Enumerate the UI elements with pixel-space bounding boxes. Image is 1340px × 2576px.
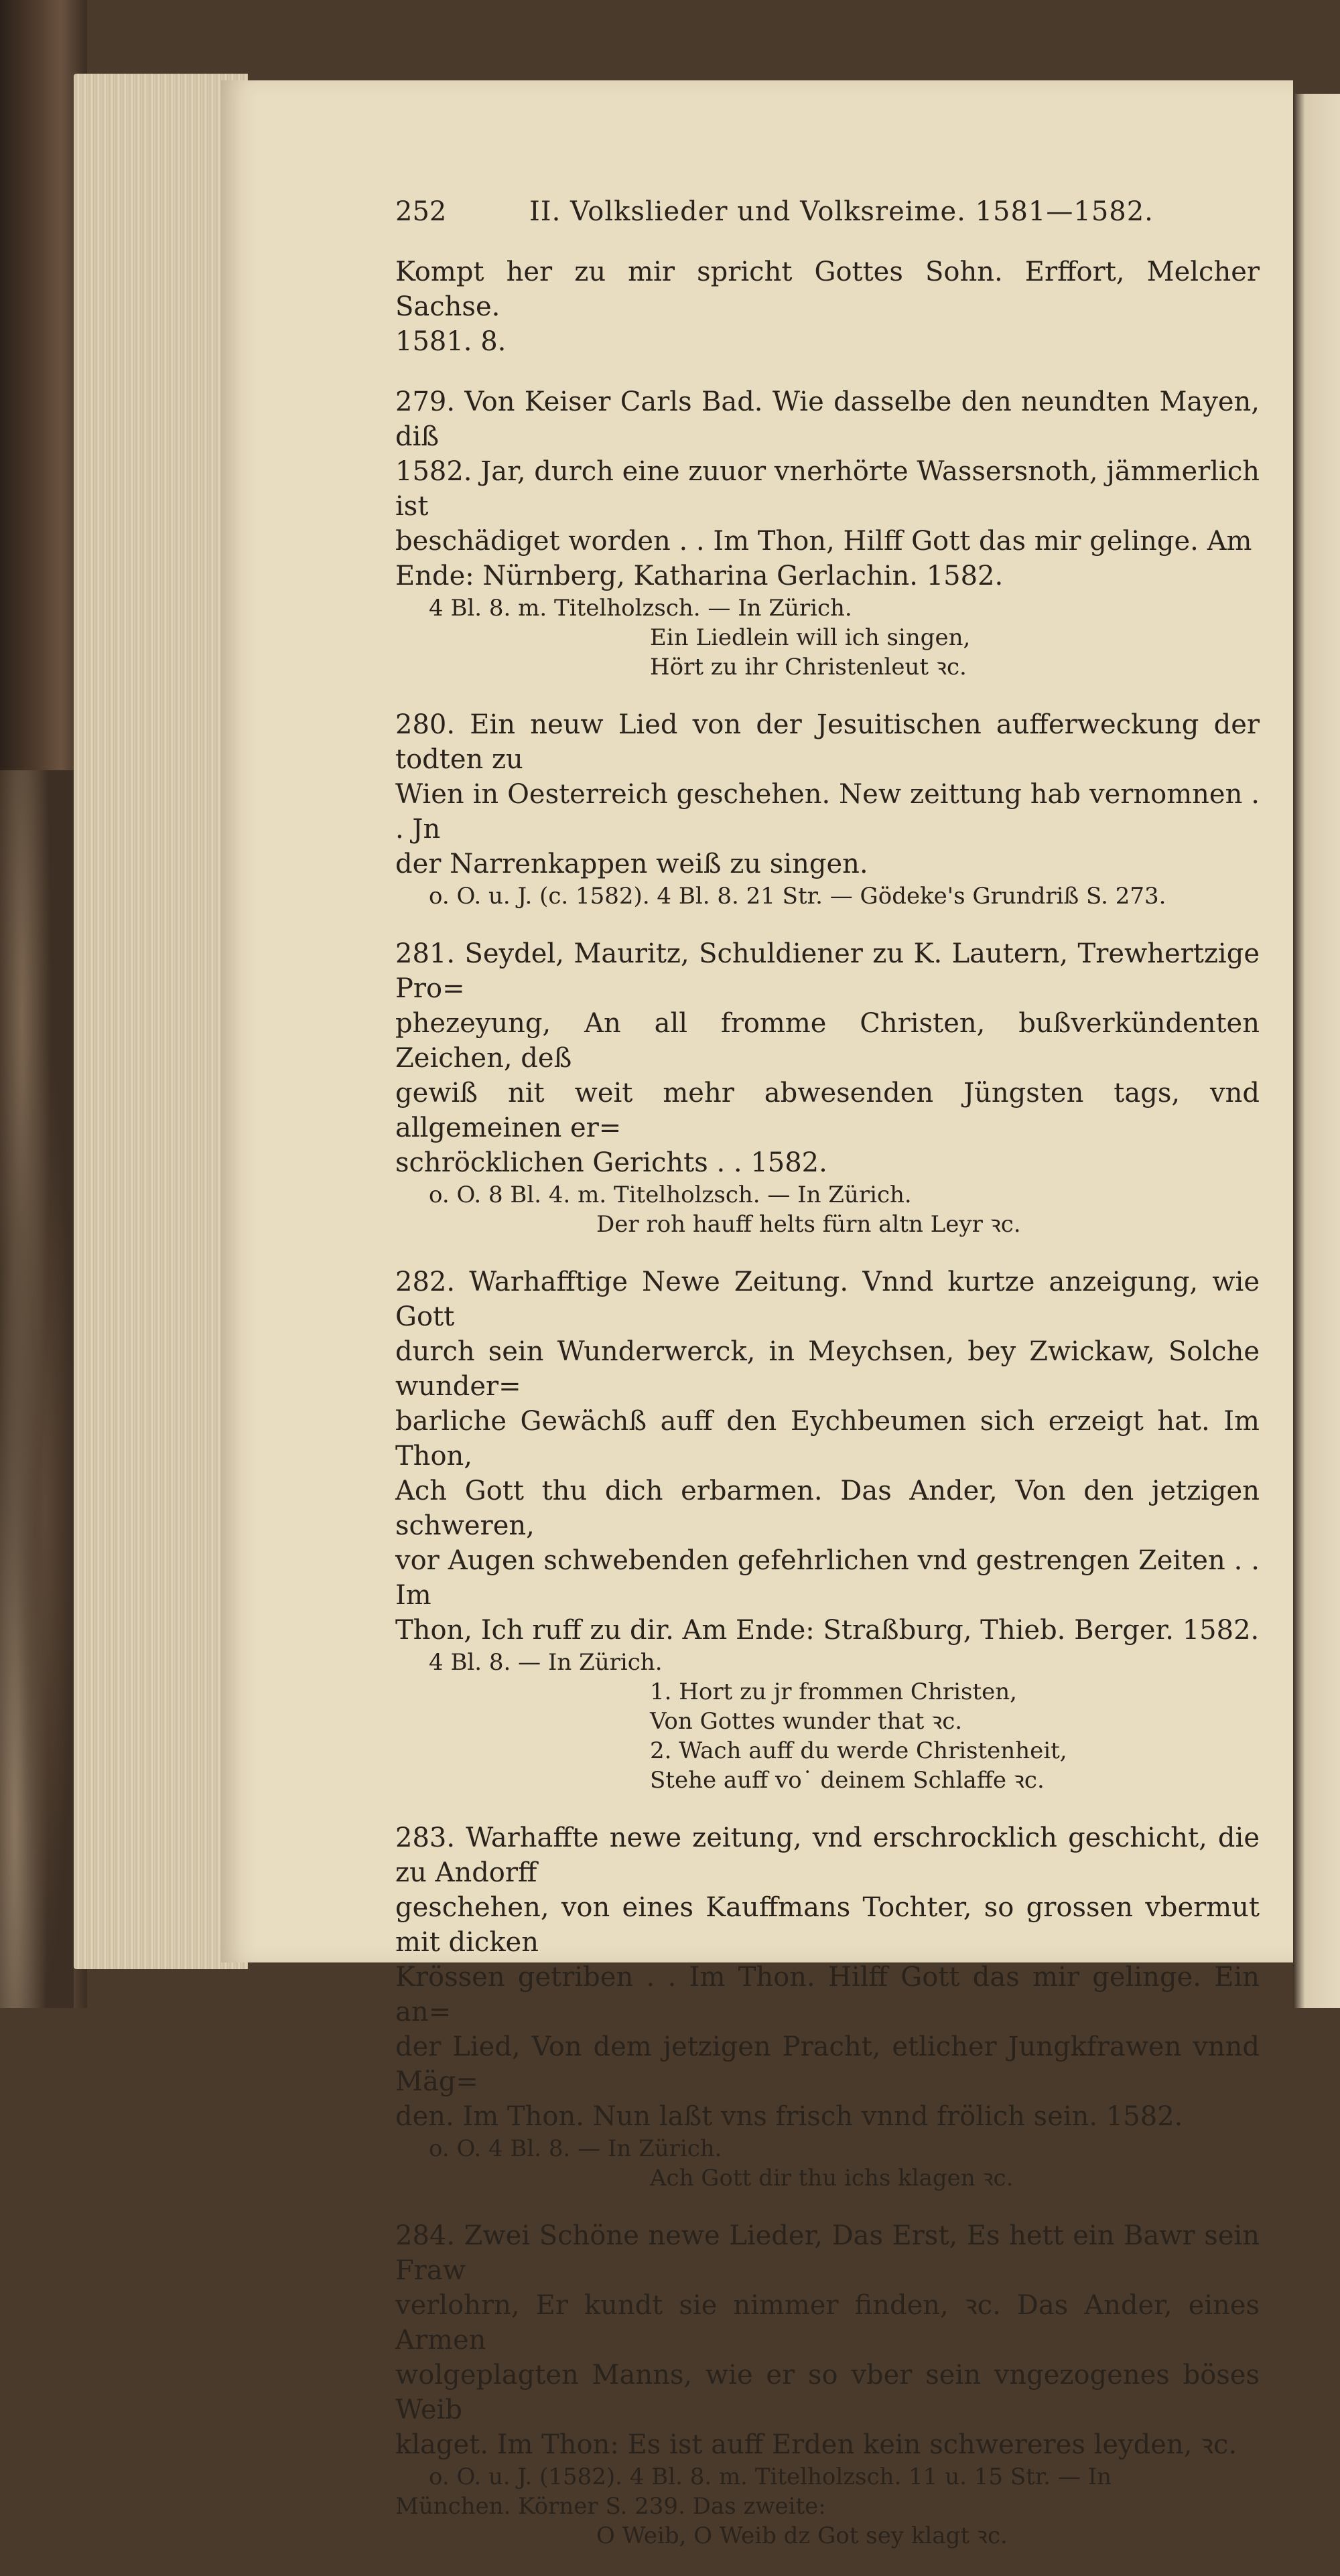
text-line: 280. Ein neuw Lied von der Jesuitischen aufferweckung der todten zu: [395, 709, 1260, 775]
text-line: 284. Zwei Schöne newe Lieder, Das Erst, Es hett ein Bawr sein Fraw: [395, 2220, 1260, 2286]
text-line: durch sein Wunderwerck, in Meychsen, bey Zwickaw, Solche wunder=: [395, 1336, 1260, 1402]
text-line: gewiß nit weit mehr abwesenden Jüngsten tags, vnd allgemeinen er=: [395, 1078, 1260, 1143]
bibliographic-note: München. Körner S. 239. Das zweite:: [395, 2493, 826, 2520]
text-line: verlohrn, Er kundt sie nimmer finden, ꝛc. Das Ander, eines Armen: [395, 2290, 1260, 2356]
text-line: Krössen getriben . . Im Thon. Hilff Gott das mir gelinge. Ein an=: [395, 1962, 1260, 2027]
bibliographic-note: o. O. u. J. (1582). 4 Bl. 8. m. Titelholzsch. 11 u. 15 Str. — In: [429, 2463, 1112, 2490]
text-line: barliche Gewächß auff den Eychbeumen sich erzeigt hat. Im Thon,: [395, 1406, 1260, 1472]
running-title: II. Volkslieder und Volksreime. 1581—1582.: [529, 196, 1154, 227]
text-line: vor Augen schwebenden gefehrlichen vnd gestrengen Zeiten . . Im: [395, 1545, 1260, 1611]
next-page-edge: [1293, 94, 1340, 2008]
incipit-line: Ach Gott dir thu ichs klagen ꝛc.: [650, 2165, 1014, 2192]
text-line: Ende: Nürnberg, Katharina Gerlachin. 1582.: [395, 561, 1004, 591]
entry-282: [395, 1265, 1260, 1795]
incipit-line: Hört zu ihr Christenleut ꝛc.: [650, 654, 967, 681]
entry-continuation: [395, 255, 1260, 359]
text-line: 1581. 8.: [395, 326, 507, 357]
incipit-line: 1. Hort zu jr frommen Christen,: [650, 1678, 1017, 1705]
incipit-line: Der roh hauff helts fürn altn Leyr ꝛc.: [596, 1211, 1021, 1238]
text-line: Thon, Ich ruff zu dir. Am Ende: Straßburg, Thieb. Berger. 1582.: [395, 1615, 1260, 1646]
entry-279: [395, 384, 1260, 682]
text-line: 282. Warhafftige Newe Zeitung. Vnnd kurtze anzeigung, wie Gott: [395, 1267, 1260, 1332]
incipit-line: Ein Liedlein will ich singen,: [650, 624, 971, 651]
text-line: 281. Seydel, Mauritz, Schuldiener zu K. Lautern, Trewhertzige Pro=: [395, 938, 1260, 1004]
page-content: [395, 194, 1260, 2576]
bibliographic-note: o. O. 4 Bl. 8. — In Zürich.: [429, 2135, 722, 2162]
page-number: 252: [395, 196, 447, 227]
text-line: beschädiget worden . . Im Thon, Hilff Gott das mir gelinge. Am: [395, 526, 1252, 557]
bibliographic-note: o. O. 8 Bl. 4. m. Titelholzsch. — In Zürich.: [429, 1182, 912, 1208]
text-line: schröcklichen Gerichts . . 1582.: [395, 1147, 827, 1178]
bibliographic-note: o. O. u. J. (c. 1582). 4 Bl. 8. 21 Str. — Gödeke's Grundriß S. 273.: [429, 883, 1166, 910]
text-line: der Narrenkappen weiß zu singen.: [395, 849, 868, 879]
text-line: Kompt her zu mir spricht Gottes Sohn. Erffort, Melcher Sachse.: [395, 257, 1260, 322]
bibliographic-note: 4 Bl. 8. m. Titelholzsch. — In Zürich.: [429, 595, 852, 622]
text-line: klaget. Im Thon: Es ist auff Erden kein schwereres leyden, ꝛc.: [395, 2429, 1237, 2460]
text-line: den. Im Thon. Nun laßt vns frisch vnnd frölich sein. 1582.: [395, 2101, 1183, 2132]
text-line: 1582. Jar, durch eine zuuor vnerhörte Wassersnoth, jämmerlich ist: [395, 456, 1260, 522]
text-line: der Lied, Von dem jetzigen Pracht, etlicher Jungkfrawen vnnd Mäg=: [395, 2031, 1260, 2097]
text-line: 279. Von Keiser Carls Bad. Wie dasselbe den neundten Mayen, diß: [395, 386, 1260, 452]
entry-284: [395, 2218, 1260, 2551]
incipit-line: O Weib, O Weib dz Got sey klagt ꝛc.: [596, 2522, 1008, 2549]
incipit-line: 2. Wach auff du werde Christenheit,: [650, 1737, 1067, 1764]
text-line: Wien in Oesterreich geschehen. New zeittung hab vernomnen . . Jn: [395, 779, 1260, 845]
incipit-line: Stehe auff vo˙ deinem Schlaffe ꝛc.: [650, 1767, 1045, 1794]
incipit-line: Von Gottes wunder that ꝛc.: [650, 1708, 963, 1735]
entry-280: [395, 707, 1260, 911]
running-header: [395, 194, 1260, 229]
bibliographic-note: 4 Bl. 8. — In Zürich.: [429, 1649, 663, 1676]
text-line: phezeyung, An all fromme Christen, bußverkündenten Zeichen, deß: [395, 1008, 1260, 1074]
entry-283: [395, 1820, 1260, 2193]
text-line: 283. Warhaffte newe zeitung, vnd erschrocklich geschicht, die zu Andorff: [395, 1822, 1260, 1888]
text-line: geschehen, von eines Kauffmans Tochter, so grossen vbermut mit dicken: [395, 1892, 1260, 1958]
marbled-cover: [0, 770, 74, 2008]
entry-281: [395, 936, 1260, 1239]
text-line: Ach Gott thu dich erbarmen. Das Ander, Von den jetzigen schweren,: [395, 1476, 1260, 1541]
text-line: wolgeplagten Manns, wie er so vber sein vngezogenes böses Weib: [395, 2360, 1260, 2425]
